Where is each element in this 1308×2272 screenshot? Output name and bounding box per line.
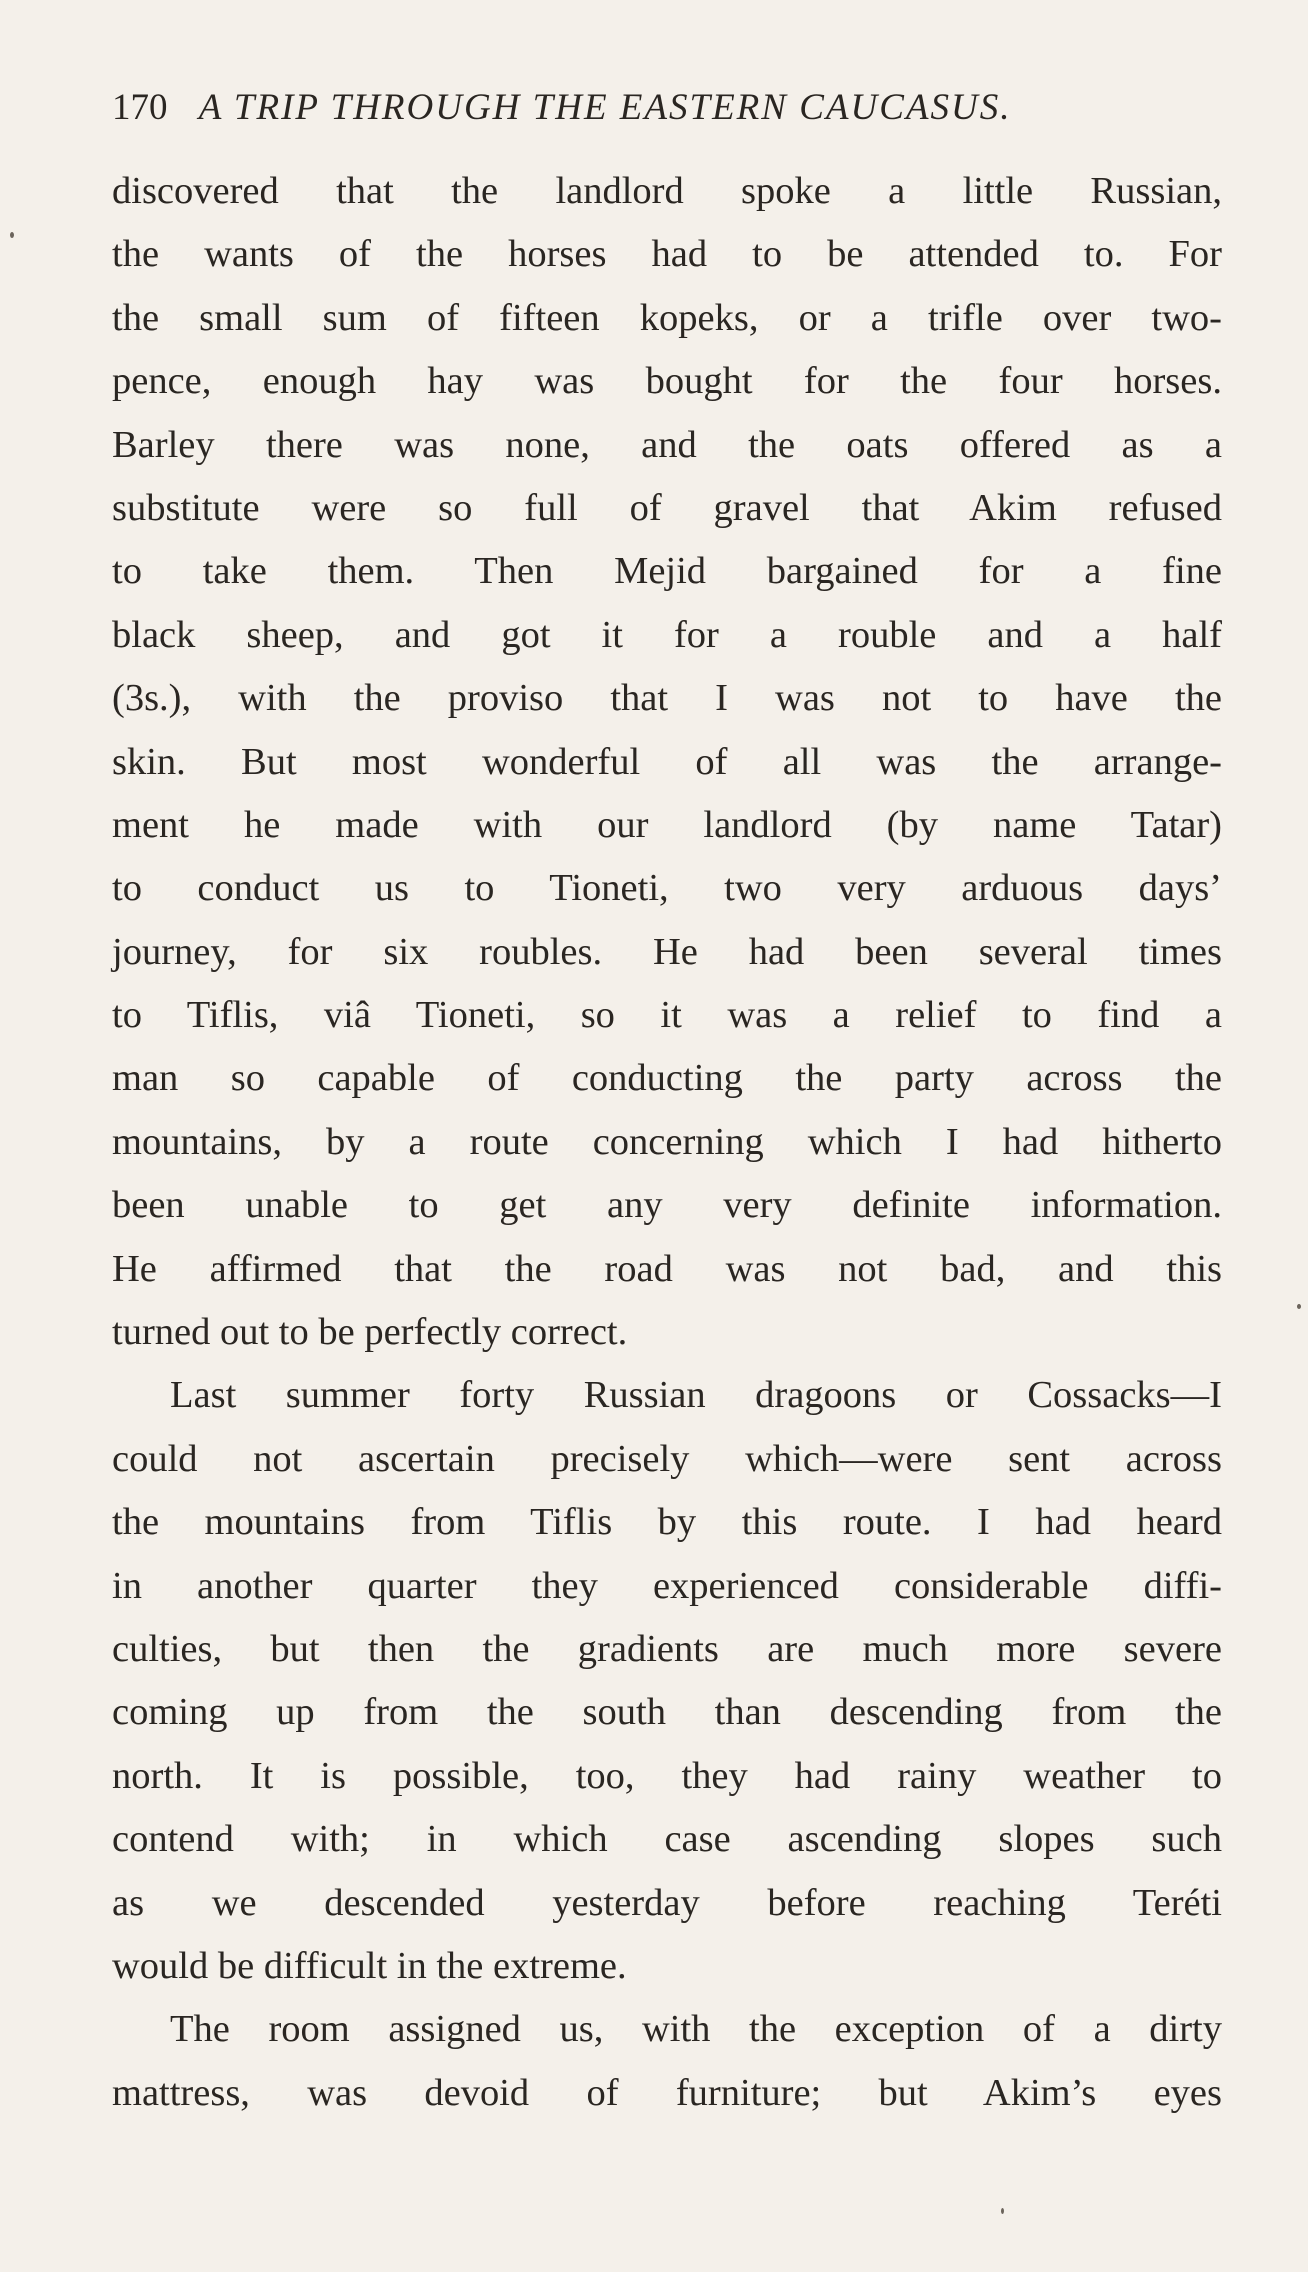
text-line: He affirmed that the road was not bad, and this [112,1247,1222,1290]
text-line: turned out to be perfectly correct. [112,1311,628,1354]
paragraph [112,1364,1222,1998]
page-number: 170 [112,87,168,128]
text-line: ment he made with our landlord (by name Tatar) [112,803,1222,846]
text-line: to Tiflis, viâ Tioneti, so it was a relief to find a [112,994,1222,1037]
text-line: been unable to get any very definite information. [112,1184,1222,1227]
text-line: the wants of the horses had to be attended to. For [112,233,1222,276]
paragraph [112,160,1222,1364]
text-line: culties, but then the gradients are much more severe [112,1627,1222,1670]
text-line: in another quarter they experienced considerable diffi- [112,1564,1222,1607]
scan-speck [1001,2208,1004,2214]
text-line: journey, for six roubles. He had been several times [112,930,1222,973]
text-line: as we descended yesterday before reaching Teréti [112,1881,1222,1924]
body-text [112,160,1222,2125]
running-title: A TRIP THROUGH THE EASTERN CAUCASUS. [198,87,1012,128]
text-line: to take them. Then Mejid bargained for a fine [112,550,1222,593]
text-line: pence, enough hay was bought for the four horses. [112,360,1222,403]
scan-speck [10,232,14,238]
text-line: the mountains from Tiflis by this route. I had heard [112,1501,1222,1544]
text-line: to conduct us to Tioneti, two very arduous days’ [112,867,1222,910]
text-line: discovered that the landlord spoke a little Russian, [112,170,1222,212]
text-line: contend with; in which case ascending slopes such [112,1818,1222,1861]
text-line: substitute were so full of gravel that Akim refused [112,486,1222,529]
text-line: the small sum of fifteen kopeks, or a trifle over two- [112,296,1222,339]
text-line: skin. But most wonderful of all was the arrange- [112,740,1222,783]
text-line: The room assigned us, with the exception of a dirty [170,2008,1222,2051]
text-line: coming up from the south than descending from the [112,1691,1222,1734]
text-line: north. It is possible, too, they had rainy weather to [112,1754,1222,1797]
text-line: man so capable of conducting the party across the [112,1057,1222,1100]
text-line: (3s.), with the proviso that I was not to have the [112,677,1222,720]
text-line: black sheep, and got it for a rouble and a half [112,613,1222,656]
text-line: mattress, was devoid of furniture; but Akim’s eyes [112,2071,1222,2114]
text-line: would be difficult in the extreme. [112,1944,627,1987]
text-line: could not ascertain precisely which—were sent across [112,1437,1222,1480]
text-line: mountains, by a route concerning which I had hitherto [112,1120,1222,1163]
running-head [112,78,1212,138]
text-line: Last summer forty Russian dragoons or Cossacks—I [170,1374,1222,1417]
scan-speck [1297,1304,1301,1309]
paragraph [112,1998,1222,2125]
text-line: Barley there was none, and the oats offered as a [112,423,1222,466]
